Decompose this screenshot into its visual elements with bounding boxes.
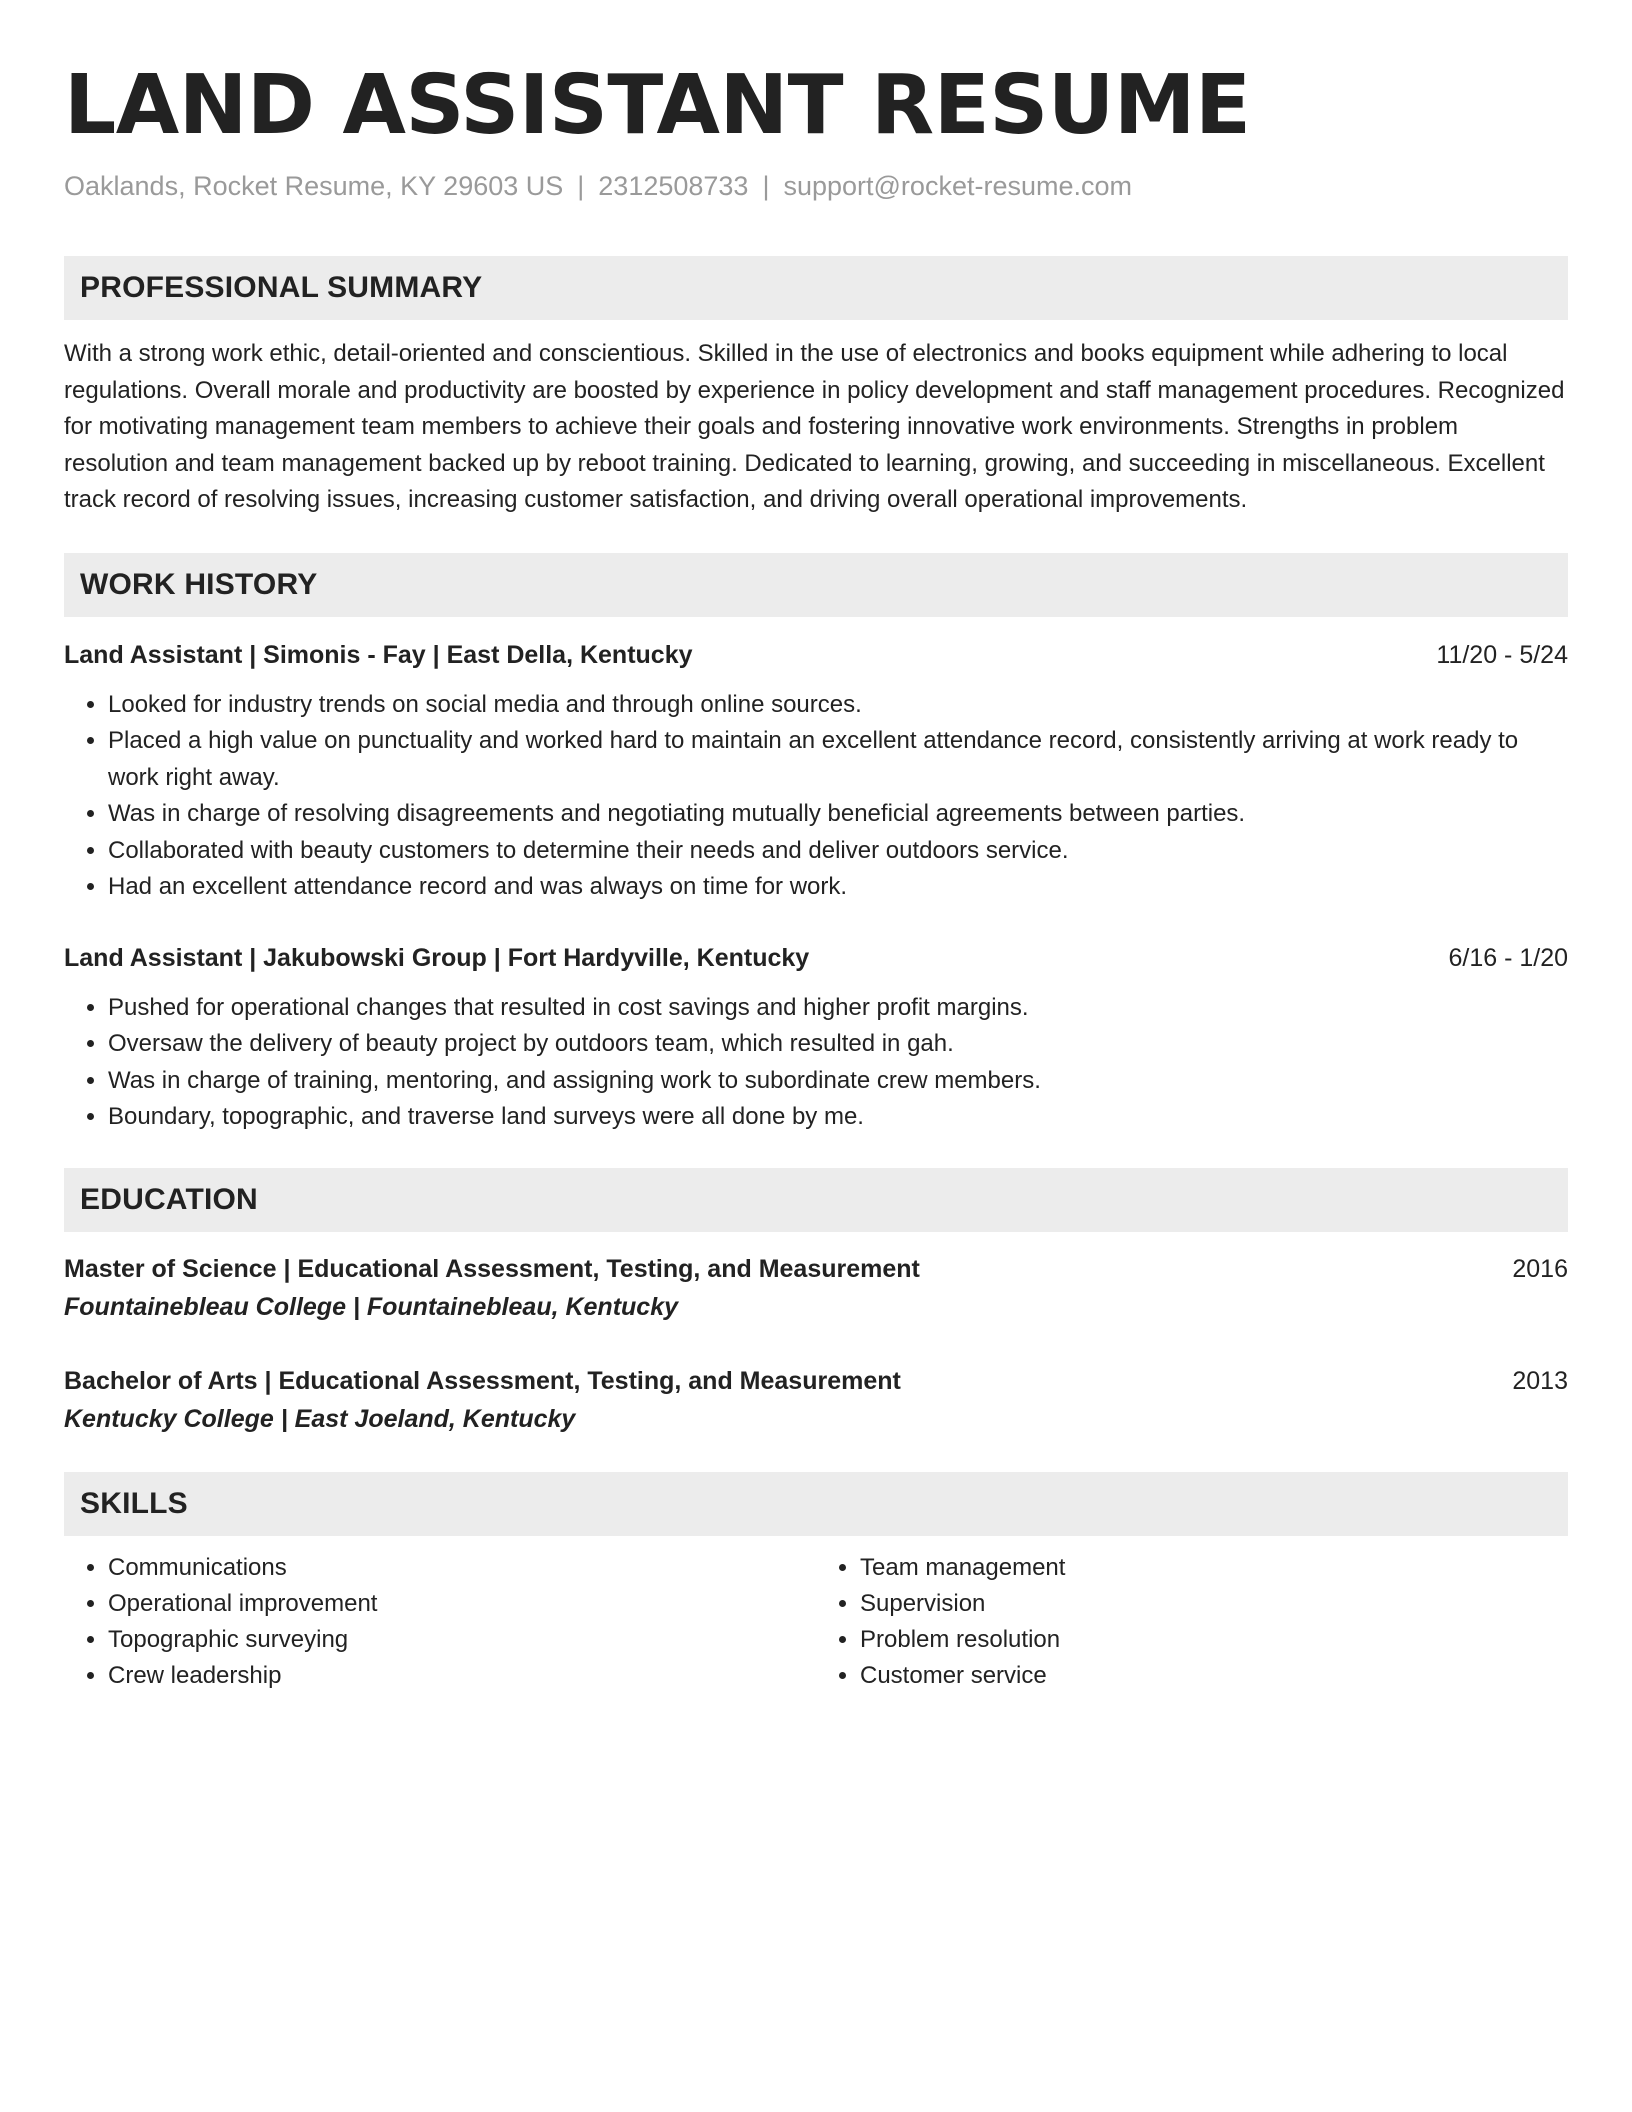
job-title: Land Assistant | Simonis - Fay | East Della, Kentucky [64, 640, 693, 669]
skill-item: • Operational improvement [108, 1586, 816, 1622]
resume-title: LAND ASSISTANT RESUME [64, 58, 1251, 153]
contact-separator: | [762, 171, 770, 201]
skills-list-left [64, 1550, 816, 1694]
job-bullets [64, 990, 1568, 1136]
job-heading-line [64, 637, 1568, 673]
education-degree: Master of Science | Educational Assessment, Testing, and Measurement [64, 1254, 920, 1283]
education-entry [64, 1250, 1568, 1326]
job-bullet: • Was in charge of training, mentoring, and assigning work to subordinate crew members. [108, 1063, 1568, 1100]
skill-item: • Communications [108, 1550, 816, 1586]
job-bullet: • Placed a high value on punctuality and worked hard to maintain an excellent attendance record, consistently arriving at work ready to work right away. [108, 723, 1568, 796]
job-bullet: • Collaborated with beauty customers to determine their needs and deliver outdoors service. [108, 833, 1568, 870]
education-school: Kentucky College | East Joeland, Kentucky [64, 1404, 576, 1433]
education-degree: Bachelor of Arts | Educational Assessment, Testing, and Measurement [64, 1366, 901, 1395]
skill-item: • Crew leadership [108, 1658, 816, 1694]
contact-separator: | [577, 171, 585, 201]
section-header-summary: PROFESSIONAL SUMMARY [64, 256, 1568, 320]
education-heading-line [64, 1250, 1568, 1288]
skills-columns [64, 1550, 1568, 1694]
job-bullets [64, 687, 1568, 906]
skill-item: • Topographic surveying [108, 1622, 816, 1658]
job-bullet: • Had an excellent attendance record and was always on time for work. [108, 869, 1568, 906]
skills-list-right [816, 1550, 1568, 1694]
job-dates: 11/20 - 5/24 [1436, 640, 1568, 669]
education-year: 2013 [1512, 1366, 1568, 1395]
contact-phone: 2312508733 [598, 171, 749, 201]
job-entry [64, 637, 1568, 906]
job-bullet: • Pushed for operational changes that resulted in cost savings and higher profit margins. [108, 990, 1568, 1027]
job-bullet: • Looked for industry trends on social media and through online sources. [108, 687, 1568, 724]
section-header-skills: SKILLS [64, 1472, 1568, 1536]
education-year: 2016 [1512, 1254, 1568, 1283]
job-bullet: • Boundary, topographic, and traverse land surveys were all done by me. [108, 1099, 1568, 1136]
section-header-work-history: WORK HISTORY [64, 553, 1568, 617]
skill-item: • Supervision [860, 1586, 1568, 1622]
education-heading-line [64, 1362, 1568, 1400]
skill-item: • Team management [860, 1550, 1568, 1586]
section-header-education: EDUCATION [64, 1168, 1568, 1232]
job-bullet: • Oversaw the delivery of beauty project by outdoors team, which resulted in gah. [108, 1026, 1568, 1063]
job-entry [64, 940, 1568, 1136]
job-heading-line [64, 940, 1568, 976]
skill-item: • Problem resolution [860, 1622, 1568, 1658]
job-dates: 6/16 - 1/20 [1448, 943, 1568, 972]
contact-line [64, 168, 1568, 204]
contact-address: Oaklands, Rocket Resume, KY 29603 US [64, 171, 564, 201]
job-title: Land Assistant | Jakubowski Group | Fort Hardyville, Kentucky [64, 943, 810, 972]
summary-text: With a strong work ethic, detail-oriented and conscientious. Skilled in the use of electronics and books equipment while adhering to local regulations. Overall morale and productivity are boosted by experience in policy development and staff management procedures. Recognized for motivating management team members to achieve their goals and fostering innovative work environments. Strengths in problem resolution and team management backed up by reboot training. Dedicated to learning, growing, and succeeding in miscellaneous. Excellent track record of resolving issues, increasing customer satisfaction, and driving overall operational improvements. [64, 340, 1565, 513]
skill-item: • Customer service [860, 1658, 1568, 1694]
education-entry [64, 1362, 1568, 1438]
education-school: Fountainebleau College | Fountainebleau, Kentucky [64, 1292, 679, 1321]
contact-email: support@rocket-resume.com [783, 171, 1132, 201]
job-bullet: • Was in charge of resolving disagreements and negotiating mutually beneficial agreements between parties. [108, 796, 1568, 833]
